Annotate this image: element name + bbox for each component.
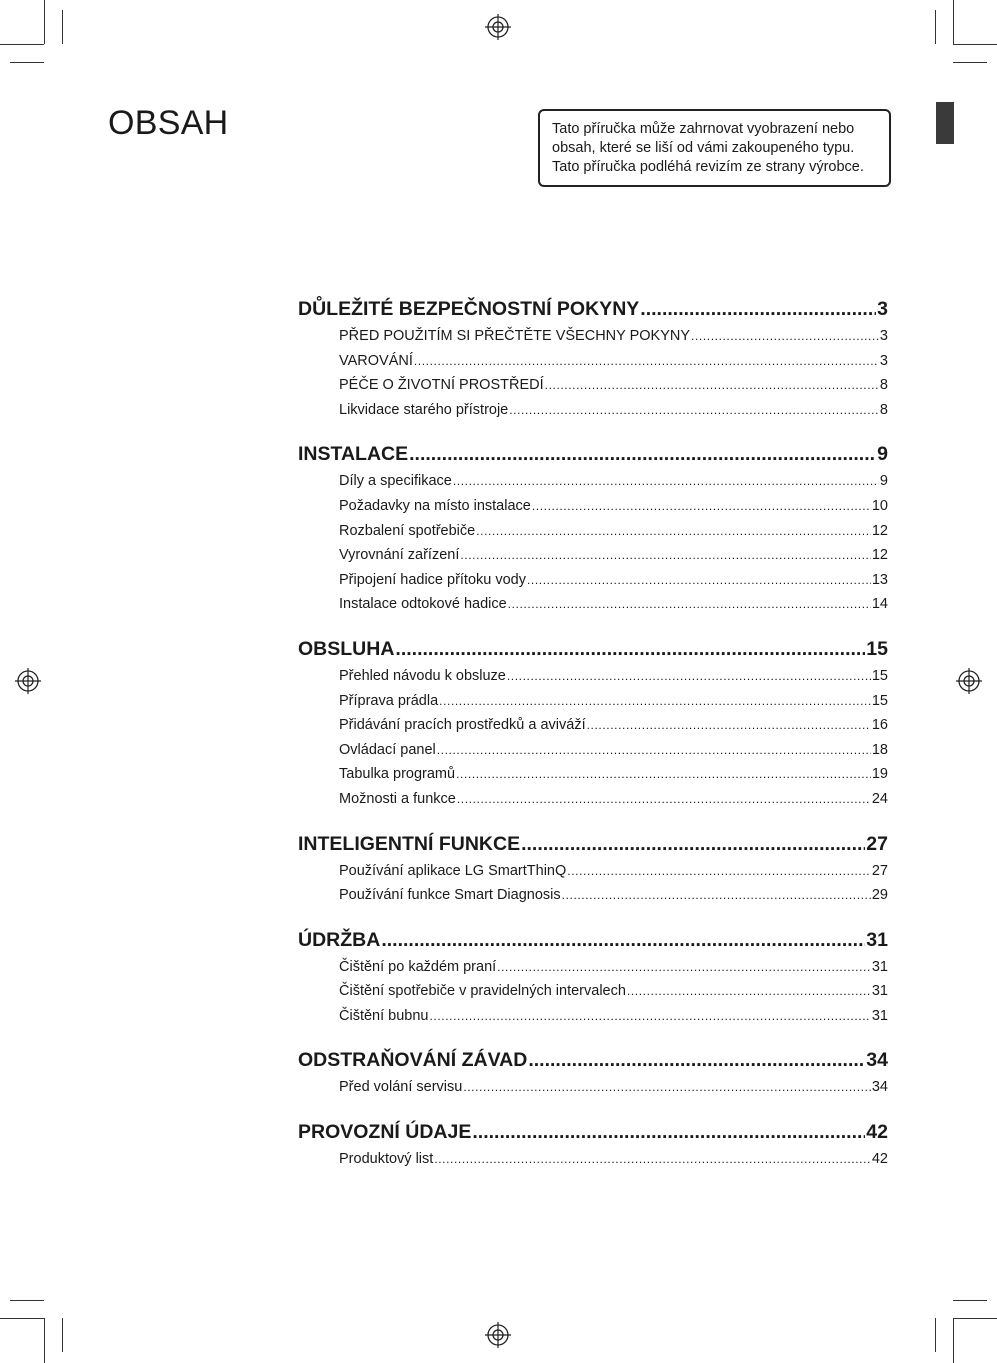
toc-page-number: 18 <box>871 741 888 758</box>
page-title: OBSAH <box>108 104 229 142</box>
toc-leader-dots <box>497 955 871 980</box>
toc-leader-dots <box>508 592 871 617</box>
toc-leader-dots <box>545 373 879 398</box>
toc-section-heading[interactable] <box>298 635 888 664</box>
toc-section-title: PROVOZNÍ ÚDAJE <box>298 1121 472 1144</box>
toc-page-number: 3 <box>879 352 888 369</box>
toc-leader-dots <box>476 519 871 544</box>
toc-page-number: 8 <box>879 401 888 418</box>
toc-leader-dots <box>509 398 879 423</box>
toc-entry[interactable] <box>298 592 888 617</box>
toc-section <box>298 926 888 1029</box>
toc-entry[interactable] <box>298 1004 888 1029</box>
toc-entry-title: Vyrovnání zařízení <box>339 547 460 564</box>
toc-entry[interactable] <box>298 568 888 593</box>
toc-entry-title: Používání aplikace LG SmartThinQ <box>339 862 567 879</box>
toc-leader-dots <box>691 324 879 349</box>
toc-entry-title: Příprava prádla <box>339 692 439 709</box>
toc-page-number: 9 <box>877 443 888 466</box>
toc-entry-title: Přidávání pracích prostředků a aviváží <box>339 717 586 734</box>
table-of-contents <box>298 295 888 1190</box>
toc-page-number: 34 <box>866 1049 888 1072</box>
toc-entry-title: Produktový list <box>339 1151 434 1168</box>
toc-section <box>298 635 888 812</box>
note-line: Tato příručka může zahrnovat vyobrazení nebo obsah, které se liší od vámi zakoupeného typu. <box>552 121 855 156</box>
toc-page-number: 3 <box>879 328 888 344</box>
toc-entry-title: PŘED POUŽITÍM SI PŘEČTĚTE VŠECHNY POKYNY <box>339 328 691 344</box>
toc-section-heading[interactable] <box>298 295 888 324</box>
toc-entry[interactable] <box>298 738 888 763</box>
toc-section-title: ÚDRŽBA <box>298 928 381 951</box>
toc-section <box>298 295 888 422</box>
toc-section <box>298 1118 888 1172</box>
toc-leader-dots <box>472 1118 865 1147</box>
toc-entry[interactable] <box>298 373 888 398</box>
toc-entry-title: Díly a specifikace <box>339 473 452 490</box>
toc-entry[interactable] <box>298 664 888 689</box>
toc-section <box>298 440 888 617</box>
toc-page-number: 19 <box>871 766 888 783</box>
toc-page-number: 15 <box>866 637 888 660</box>
toc-entry-title: Používání funkce Smart Diagnosis <box>339 887 561 904</box>
toc-page-number: 31 <box>871 983 888 1000</box>
toc-section-heading[interactable] <box>298 1046 888 1075</box>
toc-section-title: ODSTRAŇOVÁNÍ ZÁVAD <box>298 1049 528 1072</box>
toc-section-heading[interactable] <box>298 1118 888 1147</box>
toc-leader-dots <box>409 440 876 469</box>
toc-leader-dots <box>457 787 871 812</box>
toc-section-heading[interactable] <box>298 926 888 955</box>
registration-mark-icon <box>15 668 41 694</box>
registration-mark-icon <box>485 1322 511 1348</box>
registration-mark-icon <box>485 14 511 40</box>
toc-section-title: DŮLEŽITÉ BEZPEČNOSTNÍ POKYNY <box>298 298 640 320</box>
toc-entry-title: Čištění spotřebiče v pravidelných intervalech <box>339 983 626 1000</box>
toc-entry-title: Čištění bubnu <box>339 1007 429 1024</box>
toc-entry[interactable] <box>298 519 888 544</box>
toc-entry-title: PÉČE O ŽIVOTNÍ PROSTŘEDÍ <box>339 377 544 394</box>
toc-page-number: 15 <box>871 692 888 709</box>
toc-entry[interactable] <box>298 883 888 908</box>
toc-entry[interactable] <box>298 1075 888 1100</box>
toc-entry-title: Čištění po každém praní <box>339 958 497 975</box>
toc-entry-title: VAROVÁNÍ <box>339 352 413 369</box>
toc-entry[interactable] <box>298 469 888 494</box>
toc-entry[interactable] <box>298 398 888 423</box>
toc-leader-dots <box>562 883 871 908</box>
toc-entry-title: Před volání servisu <box>339 1079 463 1096</box>
toc-entry-title: Připojení hadice přítoku vody <box>339 571 526 588</box>
toc-page-number: 14 <box>871 596 888 613</box>
toc-section <box>298 830 888 908</box>
toc-leader-dots <box>439 689 871 714</box>
toc-page-number: 29 <box>871 887 888 904</box>
toc-entry[interactable] <box>298 762 888 787</box>
toc-page-number: 12 <box>871 547 888 564</box>
toc-leader-dots <box>453 469 879 494</box>
toc-leader-dots <box>527 568 871 593</box>
toc-page-number: 16 <box>871 717 888 734</box>
toc-entry-title: Ovládací panel <box>339 741 436 758</box>
toc-entry-title: Možnosti a funkce <box>339 790 456 807</box>
toc-section-title: OBSLUHA <box>298 637 395 660</box>
toc-page-number: 3 <box>877 298 888 320</box>
toc-page-number: 24 <box>871 790 888 807</box>
toc-leader-dots <box>532 494 871 519</box>
toc-entry[interactable] <box>298 494 888 519</box>
toc-entry[interactable] <box>298 689 888 714</box>
toc-leader-dots <box>395 635 865 664</box>
toc-entry-title: Požadavky na místo instalace <box>339 497 531 514</box>
toc-leader-dots <box>587 713 871 738</box>
toc-entry[interactable] <box>298 713 888 738</box>
toc-leader-dots <box>434 1147 871 1172</box>
toc-page-number: 10 <box>871 497 888 514</box>
toc-section-title: INSTALACE <box>298 443 409 466</box>
toc-entry[interactable] <box>298 1147 888 1172</box>
toc-entry[interactable] <box>298 979 888 1004</box>
toc-leader-dots <box>414 349 879 374</box>
toc-page-number: 8 <box>879 377 888 394</box>
toc-section-heading[interactable] <box>298 440 888 469</box>
toc-section <box>298 1046 888 1100</box>
disclaimer-note <box>538 109 891 187</box>
toc-page-number: 27 <box>866 832 888 855</box>
toc-entry[interactable] <box>298 349 888 374</box>
toc-leader-dots <box>429 1004 870 1029</box>
toc-leader-dots <box>437 738 871 763</box>
toc-entry-title: Přehled návodu k obsluze <box>339 667 506 684</box>
toc-section-title: INTELIGENTNÍ FUNKCE <box>298 832 521 855</box>
toc-leader-dots <box>463 1075 871 1100</box>
toc-entry[interactable] <box>298 859 888 884</box>
toc-leader-dots <box>381 926 865 955</box>
toc-page-number: 13 <box>871 571 888 588</box>
note-line: Tato příručka podléhá revizím ze strany výrobce. <box>552 159 864 175</box>
toc-page-number: 12 <box>871 522 888 539</box>
toc-page-number: 15 <box>871 667 888 684</box>
toc-entry[interactable] <box>298 543 888 568</box>
toc-section-heading[interactable] <box>298 830 888 859</box>
toc-entry-title: Instalace odtokové hadice <box>339 596 507 613</box>
toc-leader-dots <box>456 762 871 787</box>
toc-entry-title: Tabulka programů <box>339 766 456 783</box>
toc-entry[interactable] <box>298 787 888 812</box>
toc-leader-dots <box>528 1046 865 1075</box>
toc-entry[interactable] <box>298 955 888 980</box>
toc-leader-dots <box>507 664 871 689</box>
registration-mark-icon <box>956 668 982 694</box>
toc-entry[interactable] <box>298 324 888 349</box>
toc-page-number: 31 <box>871 1007 888 1024</box>
toc-page-number: 9 <box>879 473 888 490</box>
toc-leader-dots <box>521 830 865 859</box>
toc-page-number: 31 <box>866 928 888 951</box>
toc-page-number: 42 <box>871 1151 888 1168</box>
toc-leader-dots <box>567 859 871 884</box>
toc-page-number: 27 <box>871 862 888 879</box>
toc-page-number: 31 <box>871 958 888 975</box>
toc-page-number: 42 <box>866 1121 888 1144</box>
toc-leader-dots <box>460 543 871 568</box>
toc-entry-title: Rozbalení spotřebiče <box>339 522 476 539</box>
toc-entry-title: Likvidace starého přístroje <box>339 401 509 418</box>
section-tab-marker <box>936 102 954 144</box>
toc-leader-dots <box>640 295 876 324</box>
toc-leader-dots <box>627 979 871 1004</box>
toc-page-number: 34 <box>871 1079 888 1096</box>
